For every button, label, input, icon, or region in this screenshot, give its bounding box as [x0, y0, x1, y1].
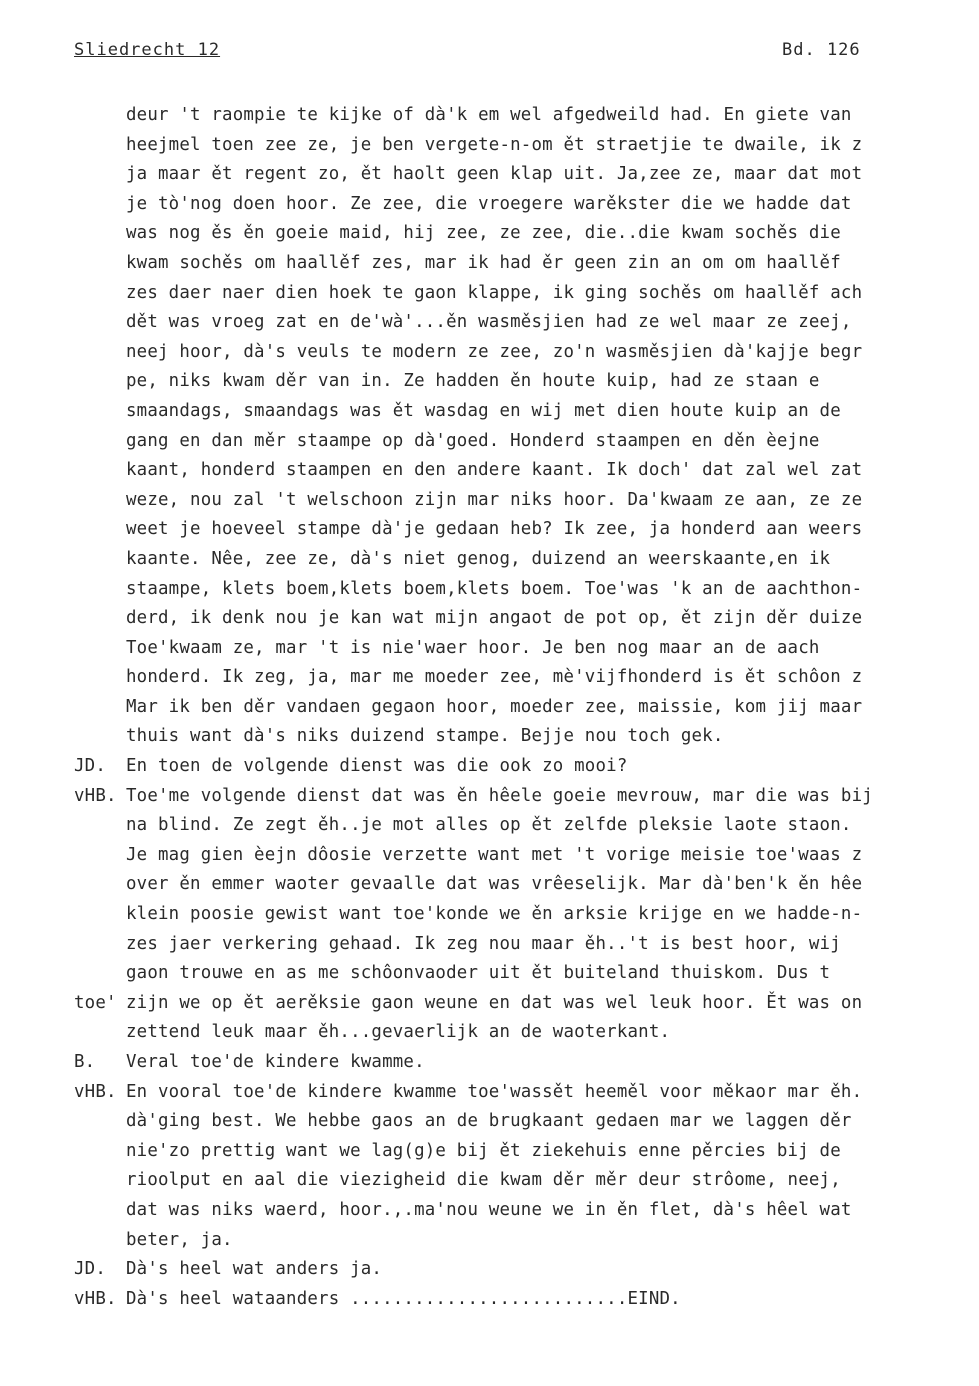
transcript-line [0, 249, 979, 279]
line-text: En vooral toe'de kindere kwamme toe'wassět heeměl voor měkaor mar ěh. [126, 1081, 863, 1102]
transcript-line [0, 397, 979, 427]
speaker-label: B. [74, 1052, 96, 1072]
header-location: Sliedrecht 12 [74, 40, 221, 60]
speaker-label: JD. [74, 1259, 107, 1280]
transcript-line [0, 1078, 979, 1108]
line-text: Je mag gien èejn dôosie verzette want met 't vorige meisie toe'waas z [126, 844, 863, 865]
line-text: Toe'kwaam ze, mar 't is nie'waer hoor. Je ben nog maar an de aach [126, 637, 820, 658]
line-text: honderd. Ik zeg, ja, mar me moeder zee, mè'vijfhonderd is ět schôon z [126, 667, 863, 688]
transcript-line [0, 989, 979, 1019]
line-text: Mar ik ben děr vandaen gegaon hoor, moeder zee, maissie, kom jij maar [126, 696, 863, 717]
transcript-line [0, 456, 979, 486]
transcript-line [0, 1226, 979, 1256]
transcript-line [0, 782, 979, 812]
transcript-line [0, 515, 979, 545]
transcript-line [0, 190, 979, 220]
line-text: weet je hoeveel stampe dà'je gedaan heb? Ik zee, ja honderd aan weers [126, 519, 863, 540]
speaker-label: vHB. [74, 1288, 117, 1309]
speaker-label: toe' [74, 992, 117, 1013]
line-text: rioolput en aal die viezigheid die kwam děr měr deur strôome, neej, [126, 1170, 841, 1191]
transcript-line [0, 811, 979, 841]
transcript-body [0, 101, 979, 1314]
line-text: klein poosie gewist want toe'konde we ěn arksie krijge en we hadde-n- [126, 904, 863, 925]
line-text: dět was vroeg zat en de'wà'...ěn wasměsjien had ze wel maar ze zeej, [126, 312, 852, 333]
transcript-line [0, 367, 979, 397]
line-text: Veral toe'de kindere kwamme. [126, 1052, 425, 1072]
transcript-line [0, 1285, 979, 1315]
line-text: deur 't raompie te kijke of dà'k em wel afgedweild had. En giete van [126, 105, 852, 125]
line-text: was nog ěs ěn goeie maid, hij zee, ze zee, die..die kwam sochěs die [126, 223, 841, 244]
line-text: derd, ik denk nou je kan wat mijn angaot de pot op, ět zijn děr duize [126, 608, 863, 629]
line-text: thuis want dà's niks duizend stampe. Bejje nou toch gek. [126, 726, 724, 747]
transcript-line [0, 1107, 979, 1137]
line-text: Dà's heel wataanders ..........................EIND. [126, 1288, 681, 1309]
line-text: gang en dan měr staampe op dà'goed. Honderd staampen en děn èejne [126, 430, 820, 451]
transcript-line [0, 663, 979, 693]
line-text: zijn we op ět aerěksie gaon weune en dat was wel leuk hoor. Ět was on [126, 992, 863, 1013]
transcript-line [0, 308, 979, 338]
line-text: pe, niks kwam děr van in. Ze hadden ěn houte kuip, had ze staan e [126, 371, 820, 392]
line-text: En toen de volgende dienst was die ook zo mooi? [126, 756, 628, 777]
line-text: dà'ging best. We hebbe gaos an de brugkaant gedaen mar we laggen děr [126, 1111, 852, 1132]
transcript-line [0, 1196, 979, 1226]
line-text: smaandags, smaandags was ět wasdag en wij met dien houte kuip an de [126, 400, 841, 421]
line-text: kaante. Nêe, zee ze, dà's niet genog, duizend an weerskaante,en ik [126, 548, 831, 569]
transcript-line [0, 604, 979, 634]
line-text: Dà's heel wat anders ja. [126, 1259, 383, 1280]
line-text: beter, ja. [126, 1229, 233, 1250]
transcript-line [0, 101, 979, 131]
line-text: weze, nou zal 't welschoon zijn mar niks hoor. Da'kwaam ze aan, ze ze [126, 489, 863, 510]
line-text: zettend leuk maar ěh...gevaerlijk an de waoterkant. [126, 1022, 671, 1043]
transcript-line [0, 575, 979, 605]
transcript-line [0, 900, 979, 930]
transcript-line [0, 959, 979, 989]
line-text: nie'zo prettig want we lag(g)e bij ět ziekehuis enne pěrcies bij de [126, 1140, 841, 1161]
transcript-line [0, 752, 979, 782]
transcript-line [0, 486, 979, 516]
header-volume: Bd. 126 [782, 40, 861, 60]
transcript-line [0, 279, 979, 309]
transcript-line [0, 1018, 979, 1048]
line-text: gaon trouwe en as me schôonvaoder uit ět buiteland thuiskom. Dus t [126, 963, 831, 984]
line-text: over ěn emmer waoter gevaalle dat was vrêeselijk. Mar dà'ben'k ěn hêe [126, 874, 863, 895]
transcript-line [0, 722, 979, 752]
transcript-line [0, 1137, 979, 1167]
line-text: zes daer naer dien hoek te gaon klappe, ik ging sochěs om haallěf ach [126, 282, 863, 303]
line-text: kwam sochěs om haallěf zes, mar ik had ěr geen zin an om om haallěf [126, 252, 841, 273]
line-text: heejmel toen zee ze, je ben vergete-n-om ět straetjie te dwaile, ik z [126, 134, 863, 155]
transcript-line [0, 1048, 979, 1078]
transcript-line [0, 693, 979, 723]
transcript-line [0, 160, 979, 190]
line-text: ja maar ět regent zo, ět haolt geen klap uit. Ja,zee ze, maar dat mot [126, 164, 863, 185]
transcript-line [0, 1166, 979, 1196]
line-text: Toe'me volgende dienst dat was ěn hêele goeie mevrouw, mar die was bij [126, 785, 873, 806]
transcript-line [0, 131, 979, 161]
speaker-label: vHB. [74, 1081, 117, 1102]
transcript-line [0, 219, 979, 249]
transcript-line [0, 634, 979, 664]
line-text: dat was niks waerd, hoor.,.ma'nou weune we in ěn flet, dà's hêel wat [126, 1199, 852, 1220]
transcript-line [0, 338, 979, 368]
line-text: na blind. Ze zegt ěh..je mot alles op ět zelfde pleksie laote staon. [126, 815, 852, 836]
line-text: je tò'nog doen hoor. Ze zee, die vroegere warěkster die we hadde dat [126, 193, 852, 214]
transcript-line [0, 545, 979, 575]
speaker-label: JD. [74, 756, 107, 777]
transcript-line [0, 930, 979, 960]
line-text: zes jaer verkering gehaad. Ik zeg nou maar ěh..'t is best hoor, wij [126, 933, 841, 954]
transcript-line [0, 870, 979, 900]
line-text: staampe, klets boem,klets boem,klets boem. Toe'was 'k an de aachthon- [126, 578, 863, 599]
speaker-label: vHB. [74, 785, 117, 806]
transcript-line [0, 841, 979, 871]
transcript-line [0, 427, 979, 457]
line-text: neej hoor, dà's veuls te modern ze zee, zo'n wasměsjien dà'kajje begr [126, 341, 863, 362]
transcript-line [0, 1255, 979, 1285]
line-text: kaant, honderd staampen en den andere kaant. Ik doch' dat zal wel zat [126, 460, 863, 481]
